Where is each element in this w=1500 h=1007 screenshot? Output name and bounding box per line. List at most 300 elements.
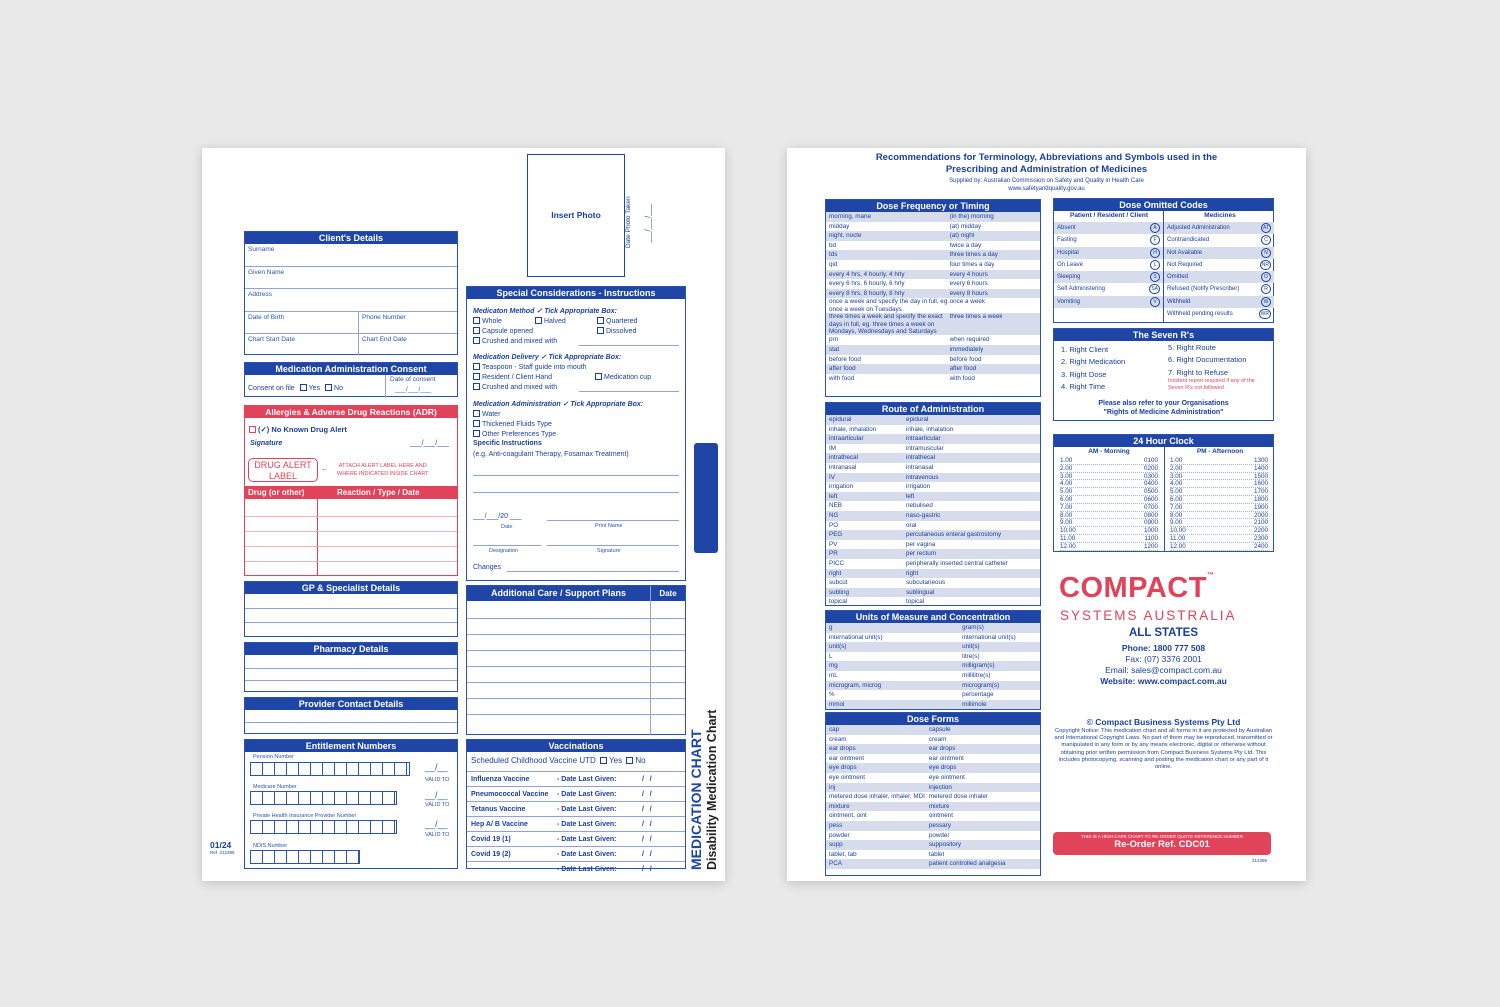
abbrev-cell: inhale, inhalation: [829, 425, 877, 433]
units-table: [825, 610, 1041, 710]
abbrev-cell: NEB: [829, 502, 842, 510]
clock-12h: 6.00: [1060, 495, 1073, 503]
table-row: [826, 415, 1040, 425]
abbrev-cell: PCA: [829, 860, 842, 868]
entitlement-heading: Entitlement Numbers: [245, 740, 457, 752]
omit-code: WR: [1260, 311, 1269, 318]
table-row: [826, 241, 1040, 251]
cup-checkbox[interactable]: [595, 373, 602, 380]
clock-12h: 12.00: [1170, 542, 1186, 550]
pension-label: Pension Number: [253, 754, 294, 760]
abbrev-cell: midday: [829, 222, 850, 230]
clock-row: [1170, 519, 1268, 527]
meaning-cell: (at) midday: [949, 222, 982, 230]
signature-label: Signature: [597, 548, 621, 554]
given-name-label: Given Name: [248, 269, 285, 276]
table-row: [826, 425, 1040, 435]
omit-row: [1054, 296, 1163, 308]
clock-24h: 1900: [1253, 503, 1268, 511]
omit-code: O: [1261, 272, 1271, 282]
meaning-cell: cream: [928, 735, 947, 743]
meaning-cell: microgram(s): [962, 681, 1000, 689]
whole-label: Whole: [482, 318, 502, 325]
abbrev-cell: every 4 hrs, 4 hourly, 4 hrly: [829, 270, 905, 278]
medicare-valid: VALID TO: [425, 802, 450, 808]
table-row: [826, 298, 1040, 313]
clock-24h: 0800: [1143, 511, 1158, 519]
table-row: [826, 250, 1040, 260]
vaccine-date-label: - Date Last Given:: [557, 866, 617, 873]
surname-label: Surname: [248, 246, 275, 253]
abbrev-cell: supp: [829, 841, 843, 849]
table-row: [826, 521, 1040, 531]
meaning-cell: topical: [905, 598, 925, 606]
table-row: [826, 633, 1040, 643]
quartered-checkbox[interactable]: [597, 317, 604, 324]
abbrev-cell: microgram, microg: [829, 681, 882, 689]
front-page: [202, 148, 725, 881]
seven-r-item: 2. Right Medication: [1061, 357, 1126, 367]
freq-table: [825, 199, 1041, 397]
clock-24h: 1600: [1253, 480, 1268, 488]
seven-r-item: 1. Right Client: [1061, 345, 1109, 354]
table-row: [826, 690, 1040, 700]
drug-alert-label-1: DRUG ALERT: [254, 460, 312, 470]
consent-on-file-label: Consent on file: [248, 385, 295, 392]
clock-12h: 6.00: [1170, 495, 1183, 503]
clock-24h: 0300: [1143, 472, 1158, 480]
omit-reason: Not Available: [1167, 249, 1202, 256]
clock-box: [1053, 434, 1274, 552]
clock-24h: 1400: [1253, 464, 1268, 472]
vaccine-name: Covid 19 (2): [471, 851, 511, 858]
abbrev-cell: tds: [829, 251, 838, 259]
vaccine-date-slash[interactable]: / /: [642, 866, 652, 873]
teaspoon-checkbox[interactable]: [473, 363, 480, 370]
clock-24h: 2100: [1253, 519, 1268, 527]
specific-eg: (e.g. Anti-coagulant Therapy, Fosamax Treatment): [473, 451, 629, 458]
clock-12h: 1.00: [1060, 457, 1073, 464]
meaning-cell: every 6 hours: [949, 280, 988, 288]
capsule-label: Capsule opened: [482, 328, 533, 335]
clock-24h: 0900: [1143, 519, 1158, 527]
table-row: [826, 597, 1040, 607]
abbrev-cell: epidural: [829, 416, 852, 423]
chart-ref-sub: Ref. 212395: [210, 850, 235, 855]
scheduled-yes-checkbox[interactable]: [600, 757, 607, 764]
clock-12h: 9.00: [1060, 519, 1073, 527]
clock-row: [1060, 527, 1158, 535]
abbrev-cell: stat: [829, 345, 840, 353]
omit-row: [1164, 234, 1274, 246]
water-checkbox[interactable]: [473, 410, 480, 417]
seven-rs-box: [1053, 328, 1274, 421]
pension-boxes[interactable]: [250, 762, 410, 776]
omit-code: N: [1261, 248, 1271, 258]
care-box: [466, 585, 686, 735]
abbrev-cell: eye ointment: [829, 773, 866, 781]
abbrev-cell: intrathecal: [829, 454, 859, 462]
photo-box: [527, 154, 625, 277]
care-heading: Additional Care / Support Plans: [490, 588, 626, 598]
meaning-cell: naso-gastric: [905, 511, 941, 519]
hand-checkbox[interactable]: [473, 373, 480, 380]
chart-end-label: Chart End Date: [362, 336, 407, 343]
meaning-cell: oral: [905, 521, 917, 529]
special-heading: Special Considerations - Instructions: [467, 287, 685, 299]
consent-yes-checkbox[interactable]: [300, 384, 307, 391]
clock-12h: 9.00: [1170, 519, 1183, 527]
pharmacy-box: [244, 642, 458, 692]
delivery-heading: Medication Delivery ✓ Tick Appropriate Box:: [473, 354, 622, 361]
meaning-cell: irrigation: [905, 483, 931, 491]
omit-row: [1054, 234, 1163, 246]
consent-date-slashes: ___/___/___: [395, 386, 432, 393]
private-valid: VALID TO: [425, 832, 450, 838]
clock-24h: 0500: [1143, 488, 1158, 496]
meaning-cell: tablet: [928, 850, 945, 858]
clock-24h: 2300: [1253, 534, 1268, 542]
consent-yes-label: Yes: [308, 385, 321, 392]
halved-label: Halved: [544, 318, 566, 325]
seven-r-item: 6. Right Documentation: [1168, 355, 1247, 365]
omit-code: S: [1150, 272, 1160, 282]
meaning-cell: immediately: [949, 345, 984, 353]
clock-12h: 12.00: [1060, 542, 1076, 550]
omit-row: [1164, 283, 1274, 295]
clock-24h: 2200: [1253, 527, 1268, 535]
vaccinations-box: [466, 739, 686, 873]
abbrev-cell: %: [829, 691, 835, 699]
clock-12h: 7.00: [1060, 503, 1073, 511]
supplied-by: Supplied by: Australian Commission on Safety and Quality in Health Care: [949, 178, 1144, 184]
thick-label: Thickened Fluids Type: [482, 421, 552, 428]
table-row: [826, 501, 1040, 511]
table-row: [826, 661, 1040, 671]
abbrev-cell: mg: [829, 662, 838, 670]
cup-label: Medication cup: [604, 374, 652, 381]
omit-reason: Hospital: [1057, 249, 1079, 256]
reorder-top: THIS IS A HIGH CARE CHART TO RE-ORDER QUOTE REFERENCE NUMBER: [1081, 834, 1243, 839]
brand-website: Website: www.compact.com.au: [1100, 676, 1227, 686]
pension-slash: __/__: [425, 762, 448, 772]
medicare-slash: __/__: [425, 790, 448, 800]
omit-reason: Absent: [1057, 225, 1076, 231]
table-row: [826, 588, 1040, 598]
table-row: [826, 725, 1040, 735]
abbrev-cell: eye drops: [829, 764, 857, 772]
dissolved-checkbox[interactable]: [597, 327, 604, 334]
gp-box: [244, 581, 458, 637]
other-checkbox[interactable]: [473, 430, 480, 437]
client-details-heading: Client's Details: [245, 232, 457, 244]
halved-checkbox[interactable]: [535, 317, 542, 324]
table-row: [826, 735, 1040, 745]
omit-code: A: [1150, 223, 1160, 233]
table-row: [826, 754, 1040, 764]
nka-checkbox[interactable]: [249, 426, 256, 433]
adr-date: ___/___/___: [410, 440, 449, 447]
index-tab: [694, 443, 718, 553]
omitted-table: [1053, 198, 1274, 323]
table-row: [826, 559, 1040, 569]
meaning-cell: with food: [949, 374, 975, 382]
omit-code: V: [1150, 297, 1160, 307]
meaning-cell: sublingual: [905, 588, 935, 596]
meaning-cell: every 4 hours: [949, 270, 988, 278]
private-slash: __/__: [425, 819, 448, 829]
meaning-cell: inhale, inhalation: [905, 425, 954, 433]
clock-24h: 1500: [1253, 472, 1268, 480]
omit-reason: Adjusted Administration: [1167, 225, 1230, 231]
clock-row: [1170, 527, 1268, 535]
meaning-cell: four times a day: [949, 260, 995, 268]
vaccine-row: [467, 771, 685, 786]
seven-refer-1: Please also refer to your Organisations: [1098, 400, 1229, 407]
clock-24h: 0600: [1143, 495, 1158, 503]
vaccine-date-slash[interactable]: / /: [642, 851, 652, 858]
clock-row: [1060, 543, 1158, 551]
abbrev-cell: powder: [829, 831, 850, 839]
abbrev-cell: topical: [829, 598, 848, 606]
vaccine-date-slash[interactable]: / /: [642, 776, 652, 783]
omit-reason: Withheld pending results: [1167, 311, 1233, 318]
clock-24h: 2000: [1253, 511, 1268, 519]
omit-code: SA: [1151, 286, 1158, 293]
clock-heading: 24 Hour Clock: [1054, 435, 1273, 447]
meaning-cell: intraarticular: [905, 435, 941, 443]
special-date-label: Date: [501, 524, 513, 530]
meaning-cell: per vagina: [905, 540, 936, 548]
omit-code: AT: [1262, 225, 1269, 231]
consent-no-checkbox[interactable]: [325, 384, 332, 391]
private-label: Private Health Insurance Provider Number: [253, 813, 357, 819]
table-row: [826, 444, 1040, 454]
table-row: [826, 744, 1040, 754]
abbrev-cell: bd: [829, 241, 837, 249]
admin-heading: Medication Administration ✓ Tick Appropriate Box:: [473, 401, 644, 408]
abbrev-cell: night, nocte: [829, 232, 862, 240]
abbrev-cell: L: [829, 652, 833, 660]
omit-reason: Self Administering: [1057, 286, 1106, 293]
clock-12h: 8.00: [1170, 511, 1183, 519]
abbrev-cell: mmol: [829, 700, 845, 708]
meaning-cell: every 8 hours: [949, 289, 988, 297]
meaning-cell: (in the) morning: [949, 213, 994, 220]
seven-r-item: 3. Right Dose: [1061, 369, 1107, 379]
private-boxes[interactable]: [250, 820, 397, 834]
crushed2-checkbox[interactable]: [473, 383, 480, 390]
back-page: [787, 148, 1306, 881]
table-row: [826, 260, 1040, 270]
scheduled-label: Scheduled Childhood Vaccine UTD: [471, 756, 596, 765]
abbrev-cell: PICC: [829, 559, 845, 567]
provider-box: [244, 697, 458, 734]
table-row: [826, 335, 1040, 345]
abbrev-cell: mixture: [829, 802, 850, 810]
clock-24h: 1000: [1143, 527, 1158, 535]
omit-code: W: [1261, 297, 1271, 307]
clock-12h: 10.00: [1170, 527, 1186, 535]
table-row: [826, 642, 1040, 652]
meaning-cell: millimole: [962, 700, 987, 708]
omit-reason: Omitted: [1167, 274, 1189, 281]
abbrev-cell: cap: [829, 726, 840, 733]
entitlement-box: [244, 739, 458, 869]
table-row: [826, 434, 1040, 444]
table-row: [826, 792, 1040, 802]
care-date-heading: Date: [659, 589, 677, 598]
table-row: [826, 623, 1040, 633]
clock-24h: 1200: [1143, 542, 1158, 550]
clock-24h: 1800: [1253, 495, 1268, 503]
client-details-box: [244, 231, 458, 355]
table-row: [826, 540, 1040, 550]
vaccine-date-slash[interactable]: / /: [642, 791, 652, 798]
units-heading: Units of Measure and Concentration: [826, 611, 1040, 623]
adr-col-drug: Drug (or other): [248, 488, 305, 497]
meaning-cell: left: [905, 492, 915, 500]
adr-heading: Allergies & Adverse Drug Reactions (ADR): [245, 406, 457, 418]
meaning-cell: powder: [928, 831, 950, 839]
clock-row: [1170, 504, 1268, 512]
route-table: [825, 402, 1041, 606]
meaning-cell: mixture: [928, 802, 950, 810]
spine-subtitle: Disability Medication Chart: [705, 709, 719, 870]
clock-row: [1170, 465, 1268, 473]
meaning-cell: intranasal: [905, 463, 934, 471]
clock-row: [1060, 480, 1158, 488]
clock-24h: 0700: [1143, 503, 1158, 511]
meaning-cell: patient controlled analgesia: [928, 860, 1006, 868]
meaning-cell: per rectum: [905, 550, 937, 558]
meaning-cell: gram(s): [962, 624, 984, 631]
meaning-cell: ear drops: [928, 745, 956, 753]
medicare-boxes[interactable]: [250, 791, 397, 805]
scheduled-no-checkbox[interactable]: [626, 757, 633, 764]
table-row: [826, 270, 1040, 280]
table-row: [826, 374, 1040, 384]
clock-24h: 1700: [1253, 488, 1268, 496]
clock-row: [1060, 504, 1158, 512]
adr-signature-label: Signature: [250, 440, 283, 447]
ndis-boxes[interactable]: [250, 850, 360, 864]
clock-row: [1170, 543, 1268, 551]
table-row: [826, 569, 1040, 579]
clock-12h: 11.00: [1170, 534, 1186, 542]
terminology-title-2: Prescribing and Administration of Medicines: [945, 164, 1148, 175]
dissolved-label: Dissolved: [606, 328, 637, 335]
crushed-checkbox[interactable]: [473, 337, 480, 344]
consent-heading: Medication Administration Consent: [245, 363, 457, 375]
adr-col-reaction: Reaction / Type / Date: [337, 488, 420, 497]
clock-12h: 4.00: [1170, 480, 1183, 488]
capsule-checkbox[interactable]: [473, 327, 480, 334]
abbrev-cell: right: [829, 569, 842, 577]
clock-24h: 2400: [1253, 542, 1268, 550]
clock-12h: 10.00: [1060, 527, 1076, 535]
clock-row: [1170, 512, 1268, 520]
meaning-cell: eye ointment: [928, 773, 965, 781]
print-name-label: Print Name: [595, 523, 623, 529]
consent-date-label: Date of consent: [390, 376, 436, 383]
abbrev-cell: ointment, oint: [829, 812, 867, 820]
table-row: [826, 313, 1040, 335]
vaccine-row: [467, 816, 685, 831]
abbrev-cell: every 6 hrs, 6 hourly, 6 hrly: [829, 280, 905, 288]
omit-row: [1054, 247, 1163, 259]
whole-checkbox[interactable]: [473, 317, 480, 324]
table-row: [826, 831, 1040, 841]
table-row: [826, 763, 1040, 773]
photo-label: Insert Photo: [551, 210, 601, 220]
table-row: [826, 671, 1040, 681]
scheduled-no: No: [635, 756, 646, 765]
clock-12h: 4.00: [1060, 480, 1073, 488]
omit-reason: Fasting: [1057, 237, 1077, 244]
abbrev-cell: cream: [829, 735, 847, 743]
thick-checkbox[interactable]: [473, 420, 480, 427]
clock-24h: 0100: [1143, 457, 1158, 464]
copyright: © Compact Business Systems Pty Ltd: [1086, 717, 1241, 727]
specific-heading: Specific Instructions: [473, 440, 542, 447]
vaccine-date-label: - Date Last Given:: [557, 776, 617, 783]
meaning-cell: capsule: [928, 726, 951, 733]
teaspoon-label: Teaspoon - Staff guide into mouth: [482, 364, 587, 371]
table-row: [826, 212, 1040, 222]
table-row: [826, 279, 1040, 289]
brand-fax: Fax: (07) 3376 2001: [1125, 654, 1202, 664]
medicare-label: Medicare Number: [253, 784, 297, 790]
meaning-cell: twice a day: [949, 241, 982, 249]
clock-12h: 5.00: [1060, 488, 1073, 496]
table-row: [826, 681, 1040, 691]
table-row: [826, 530, 1040, 540]
vaccine-date-slash[interactable]: / /: [642, 836, 652, 843]
special-date-entry: ___/___/20 ___: [473, 513, 522, 520]
abbrev-cell: metered dose inhaler, inhaler, MDI: [829, 793, 925, 801]
omit-reason: Withheld: [1167, 298, 1191, 305]
seven-r-item: 7. Right to Refuse: [1168, 367, 1229, 377]
table-row: [826, 231, 1040, 241]
clock-24h: 1300: [1253, 457, 1268, 464]
vaccine-date-slash[interactable]: / /: [642, 821, 652, 828]
pharmacy-heading: Pharmacy Details: [245, 643, 457, 655]
abbrev-cell: ear ointment: [829, 754, 865, 762]
clock-24h: 1100: [1144, 534, 1158, 542]
seven-r-item: 4. Right Time: [1061, 381, 1106, 391]
omit-code: NR: [1261, 261, 1269, 268]
adr-box: Allergies & Adverse Drug Reactions (ADR) (✓) No Known Drug Alert Signature ___/___/___ DRUG ALERT LABEL ← ATTACH ALERT LABEL HERE AND WHERE INDICATED INSIDE CHART Drug (or other) Reaction / Type / Date: [244, 405, 458, 576]
quartered-label: Quartered: [606, 318, 638, 325]
table-row: [826, 840, 1040, 850]
vaccine-date-slash[interactable]: / /: [642, 806, 652, 813]
clock-row: [1060, 496, 1158, 504]
table-row: [826, 802, 1040, 812]
meaning-cell: subcutaneous: [905, 579, 946, 587]
route-heading: Route of Administration: [826, 403, 1040, 415]
vaccine-name: Influenza Vaccine: [471, 776, 530, 783]
vaccine-row: [467, 861, 685, 876]
meaning-cell: right: [905, 569, 919, 577]
meaning-cell: percutaneous enteral gastrostomy: [905, 531, 1002, 539]
vaccine-date-label: - Date Last Given:: [557, 791, 617, 798]
clock-12h: 7.00: [1170, 503, 1183, 511]
table-row: [826, 773, 1040, 783]
table-row: [826, 821, 1040, 831]
spine-title: MEDICATION CHART: [688, 729, 704, 870]
omit-code: H: [1150, 248, 1160, 258]
